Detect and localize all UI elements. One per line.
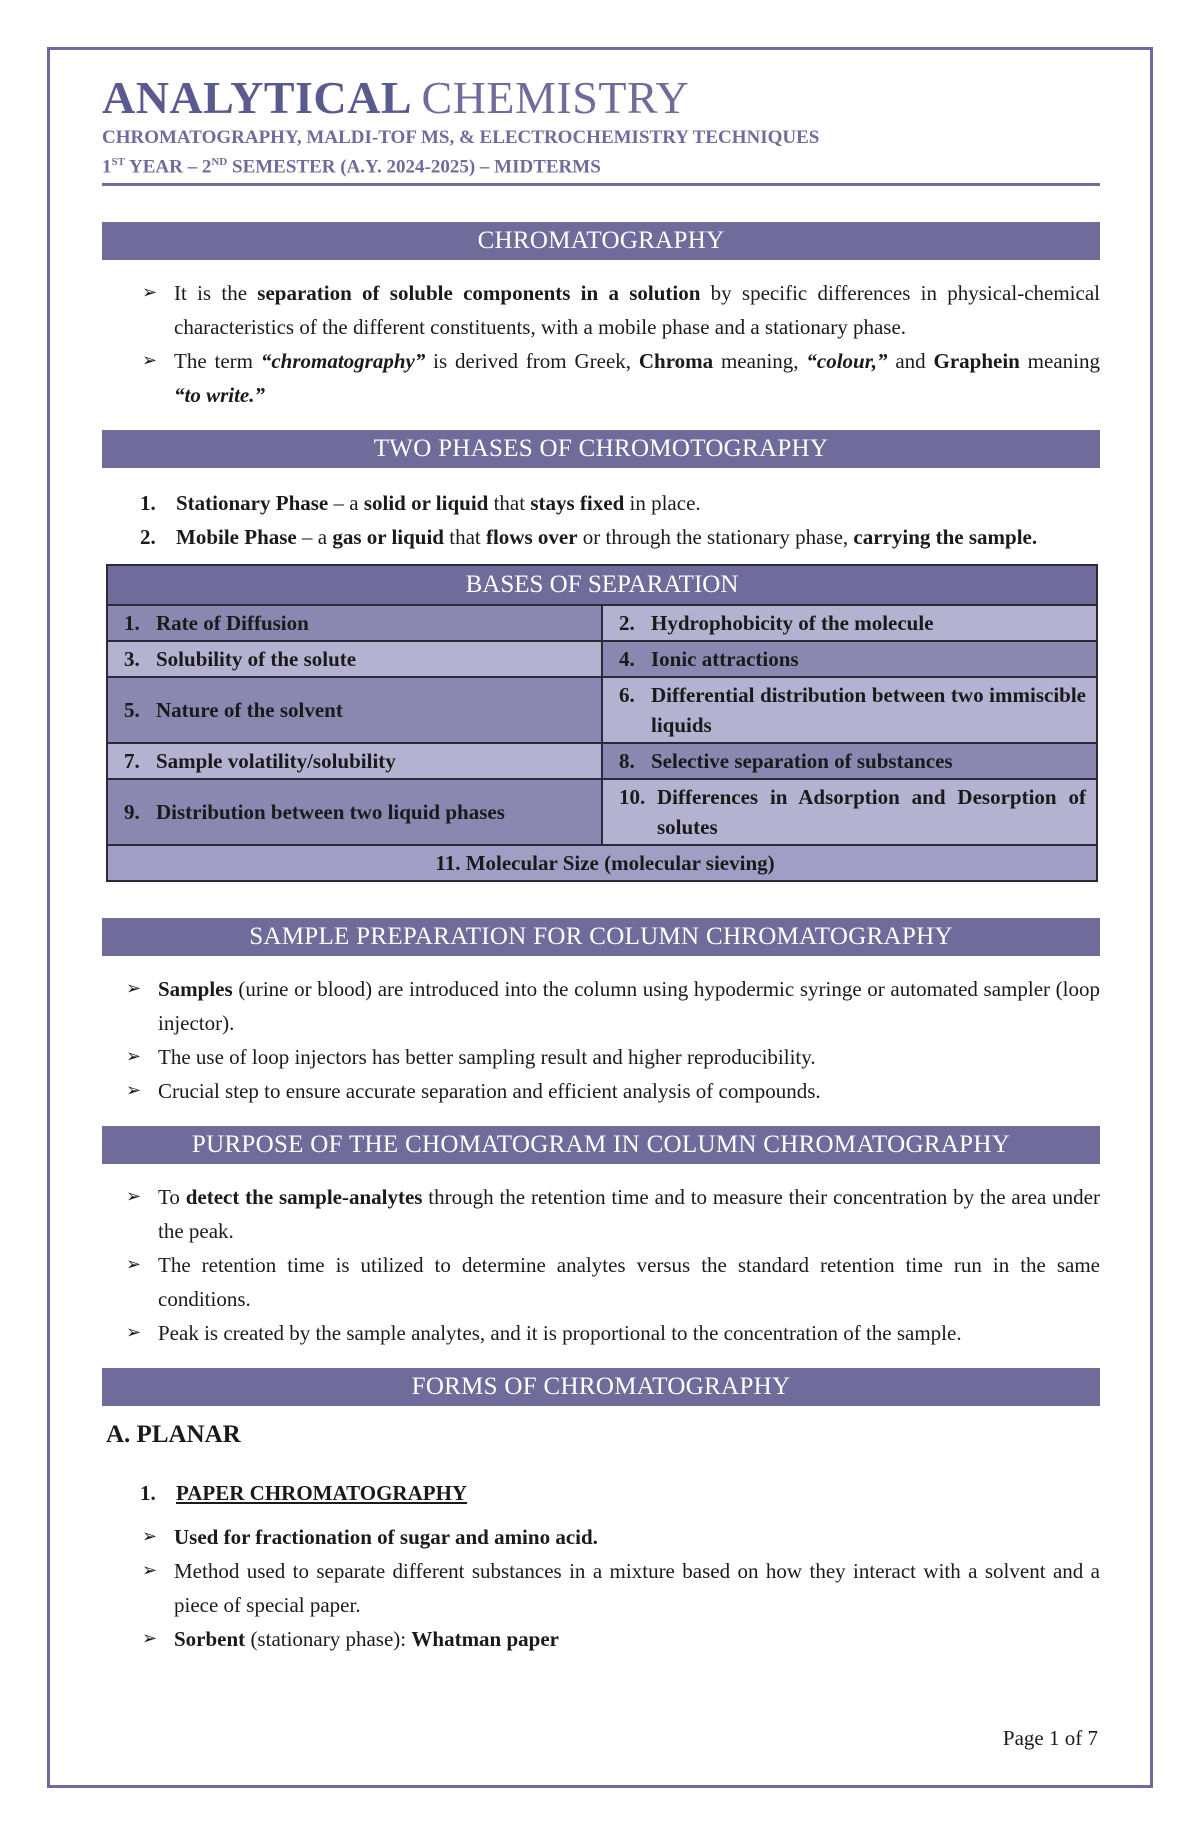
bold-text: stays fixed bbox=[530, 491, 625, 516]
phase-name: Stationary Phase bbox=[176, 491, 329, 516]
total-pages: 7 bbox=[1087, 1726, 1098, 1750]
item-text: Molecular Size (molecular sieving) bbox=[465, 851, 775, 876]
table-cell bbox=[107, 779, 602, 845]
document-header bbox=[102, 72, 1100, 186]
list-item: ➢ The use of loop injectors has better sampling result and higher reproducibility. bbox=[102, 1040, 1100, 1074]
item-text: Selective separation of substances bbox=[651, 749, 953, 774]
year-number: 1 bbox=[102, 156, 112, 178]
table-cell bbox=[107, 677, 602, 743]
item-number: 9. bbox=[124, 800, 140, 825]
forms-list bbox=[102, 1476, 1100, 1510]
item-text: Hydrophobicity of the molecule bbox=[651, 611, 934, 636]
table-cell bbox=[602, 743, 1097, 779]
list-item: ➢ The retention time is utilized to determine analytes versus the standard retention time run in the same conditions. bbox=[102, 1248, 1100, 1316]
list-item: ➢ Peak is created by the sample analytes, and it is proportional to the concentration of the sample. bbox=[102, 1316, 1100, 1350]
text: – a bbox=[328, 491, 364, 516]
item-number: 1. bbox=[124, 611, 140, 636]
bold-text: Samples bbox=[158, 977, 233, 1002]
section-bar-sample-preparation: SAMPLE PREPARATION FOR COLUMN CHROMATOGRAPHY bbox=[102, 918, 1100, 956]
item-text: Sample volatility/solubility bbox=[156, 749, 396, 774]
bold-text: Used for fractionation of sugar and amino acid. bbox=[174, 1525, 598, 1550]
title-word-1: ANALYTICAL bbox=[102, 72, 410, 123]
table-row bbox=[107, 605, 1097, 641]
paper-chromatography-list bbox=[102, 1520, 1100, 1656]
item-text: Nature of the solvent bbox=[156, 698, 343, 723]
list-item bbox=[102, 1622, 1100, 1656]
bold-text: detect the sample-analytes bbox=[185, 1185, 423, 1210]
table-cell bbox=[602, 641, 1097, 677]
text: in place. bbox=[624, 491, 701, 516]
text: (stationary phase): bbox=[245, 1627, 412, 1652]
table-cell bbox=[107, 845, 1097, 881]
document-title bbox=[102, 72, 1100, 124]
text: or through the stationary phase, bbox=[577, 525, 854, 550]
term-colour: “colour,” bbox=[806, 349, 888, 374]
list-item bbox=[102, 344, 1100, 412]
term-to-write: “to write.” bbox=[174, 383, 266, 408]
list-item bbox=[102, 486, 1100, 520]
text: by specific differences in physical-chemical characteristics of the different constituents, with a mobile phase and a stationary phase. bbox=[174, 281, 1100, 340]
term-chroma: Chroma bbox=[638, 349, 714, 374]
semester-suffix: ND bbox=[211, 156, 228, 168]
item-number: 5. bbox=[124, 698, 140, 723]
text: meaning bbox=[1019, 349, 1100, 374]
list-item bbox=[102, 1476, 1100, 1510]
phase-name: Mobile Phase bbox=[176, 525, 297, 550]
table-row bbox=[107, 845, 1097, 881]
table-cell bbox=[602, 779, 1097, 845]
paper-chromatography-title: PAPER CHROMATOGRAPHY bbox=[176, 1481, 468, 1506]
table-cell bbox=[602, 677, 1097, 743]
text: that bbox=[488, 491, 531, 516]
text: To bbox=[158, 1185, 186, 1210]
bold-text: gas or liquid bbox=[332, 525, 444, 550]
item-number: 2. bbox=[619, 611, 635, 636]
list-item bbox=[102, 520, 1100, 554]
list-item bbox=[102, 1520, 1100, 1554]
bold-text: Whatman paper bbox=[411, 1627, 559, 1652]
table-cell bbox=[602, 605, 1097, 641]
term-graphein: Graphein bbox=[933, 349, 1020, 374]
list-item: ➢ Crucial step to ensure accurate separation and efficient analysis of compounds. bbox=[102, 1074, 1100, 1108]
year-suffix: ST bbox=[111, 156, 125, 168]
text: and bbox=[887, 349, 934, 374]
page-number bbox=[1003, 1726, 1098, 1751]
bold-text: carrying the sample. bbox=[853, 525, 1038, 550]
table-row bbox=[107, 677, 1097, 743]
document-semester-line bbox=[102, 150, 1100, 179]
planar-heading: A. PLANAR bbox=[106, 1421, 241, 1449]
table-row bbox=[107, 641, 1097, 677]
bold-text: solid or liquid bbox=[363, 491, 489, 516]
item-number: 2. bbox=[140, 525, 156, 550]
purpose-list bbox=[102, 1180, 1100, 1350]
text: of bbox=[1059, 1726, 1088, 1750]
item-text: Differences in Adsorption and Desorption of solutes bbox=[657, 785, 1086, 840]
section-bar-chromatography: CHROMATOGRAPHY bbox=[102, 222, 1100, 260]
document-subtitle: CHROMATOGRAPHY, MALDI-TOF MS, & ELECTROCHEMISTRY TECHNIQUES bbox=[102, 127, 820, 148]
text: The term bbox=[174, 349, 261, 374]
table-cell bbox=[107, 743, 602, 779]
item-number: 11. bbox=[435, 851, 461, 876]
term-chromatography: “chromatography” bbox=[260, 349, 426, 374]
list-item: ➢ Method used to separate different substances in a mixture based on how they interact with a solvent and a piece of special paper. bbox=[102, 1554, 1100, 1622]
section-bar-forms: FORMS OF CHROMATOGRAPHY bbox=[102, 1368, 1100, 1406]
text: meaning, bbox=[713, 349, 807, 374]
bold-text: Sorbent bbox=[174, 1627, 246, 1652]
sample-prep-list bbox=[102, 972, 1100, 1108]
text: (urine or blood) are introduced into the column using hypodermic syringe or automated sampler (loop injector). bbox=[158, 977, 1100, 1036]
text: – a bbox=[296, 525, 333, 550]
page-content bbox=[102, 72, 1100, 1656]
item-number: 7. bbox=[124, 749, 140, 774]
item-number: 3. bbox=[124, 647, 140, 672]
item-number: 6. bbox=[619, 683, 635, 708]
item-number: 10. bbox=[619, 785, 646, 810]
chromatography-list bbox=[102, 276, 1100, 412]
text: that bbox=[443, 525, 486, 550]
bold-text: separation of soluble components in a solution bbox=[257, 281, 701, 306]
text: through the retention time and to measure their concentration by the area under the peak. bbox=[158, 1185, 1100, 1244]
table-cell bbox=[107, 605, 602, 641]
text: is derived from Greek, bbox=[425, 349, 639, 374]
table-row bbox=[107, 743, 1097, 779]
title-word-2: CHEMISTRY bbox=[421, 72, 690, 123]
item-number: 1. bbox=[140, 1481, 156, 1506]
item-text: Differential distribution between two immiscible liquids bbox=[651, 683, 1086, 738]
semester-rest: SEMESTER (A.Y. 2024-2025) – MIDTERMS bbox=[227, 156, 601, 178]
table-row bbox=[107, 779, 1097, 845]
item-number: 8. bbox=[619, 749, 635, 774]
section-bar-purpose: PURPOSE OF THE CHOMATOGRAM IN COLUMN CHROMATOGRAPHY bbox=[102, 1126, 1100, 1164]
text: It is the bbox=[174, 281, 258, 306]
list-item bbox=[102, 276, 1100, 344]
item-text: Ionic attractions bbox=[651, 647, 799, 672]
semester-number: YEAR – 2 bbox=[124, 156, 212, 178]
table-heading: BASES OF SEPARATION bbox=[107, 565, 1097, 605]
bases-of-separation-table bbox=[106, 564, 1098, 882]
item-text: Solubility of the solute bbox=[156, 647, 357, 672]
section-bar-two-phases: TWO PHASES OF CHROMOTOGRAPHY bbox=[102, 430, 1100, 468]
current-page: 1 bbox=[1049, 1726, 1060, 1750]
item-text: Distribution between two liquid phases bbox=[156, 800, 505, 825]
item-text: Rate of Diffusion bbox=[156, 611, 309, 636]
header-rule bbox=[102, 183, 1100, 186]
text: Page bbox=[1002, 1726, 1049, 1750]
phases-list bbox=[102, 486, 1100, 554]
list-item bbox=[102, 1180, 1100, 1248]
item-number: 4. bbox=[619, 647, 635, 672]
bold-text: flows over bbox=[485, 525, 578, 550]
list-item bbox=[102, 972, 1100, 1040]
table-cell bbox=[107, 641, 602, 677]
item-number: 1. bbox=[140, 491, 156, 516]
